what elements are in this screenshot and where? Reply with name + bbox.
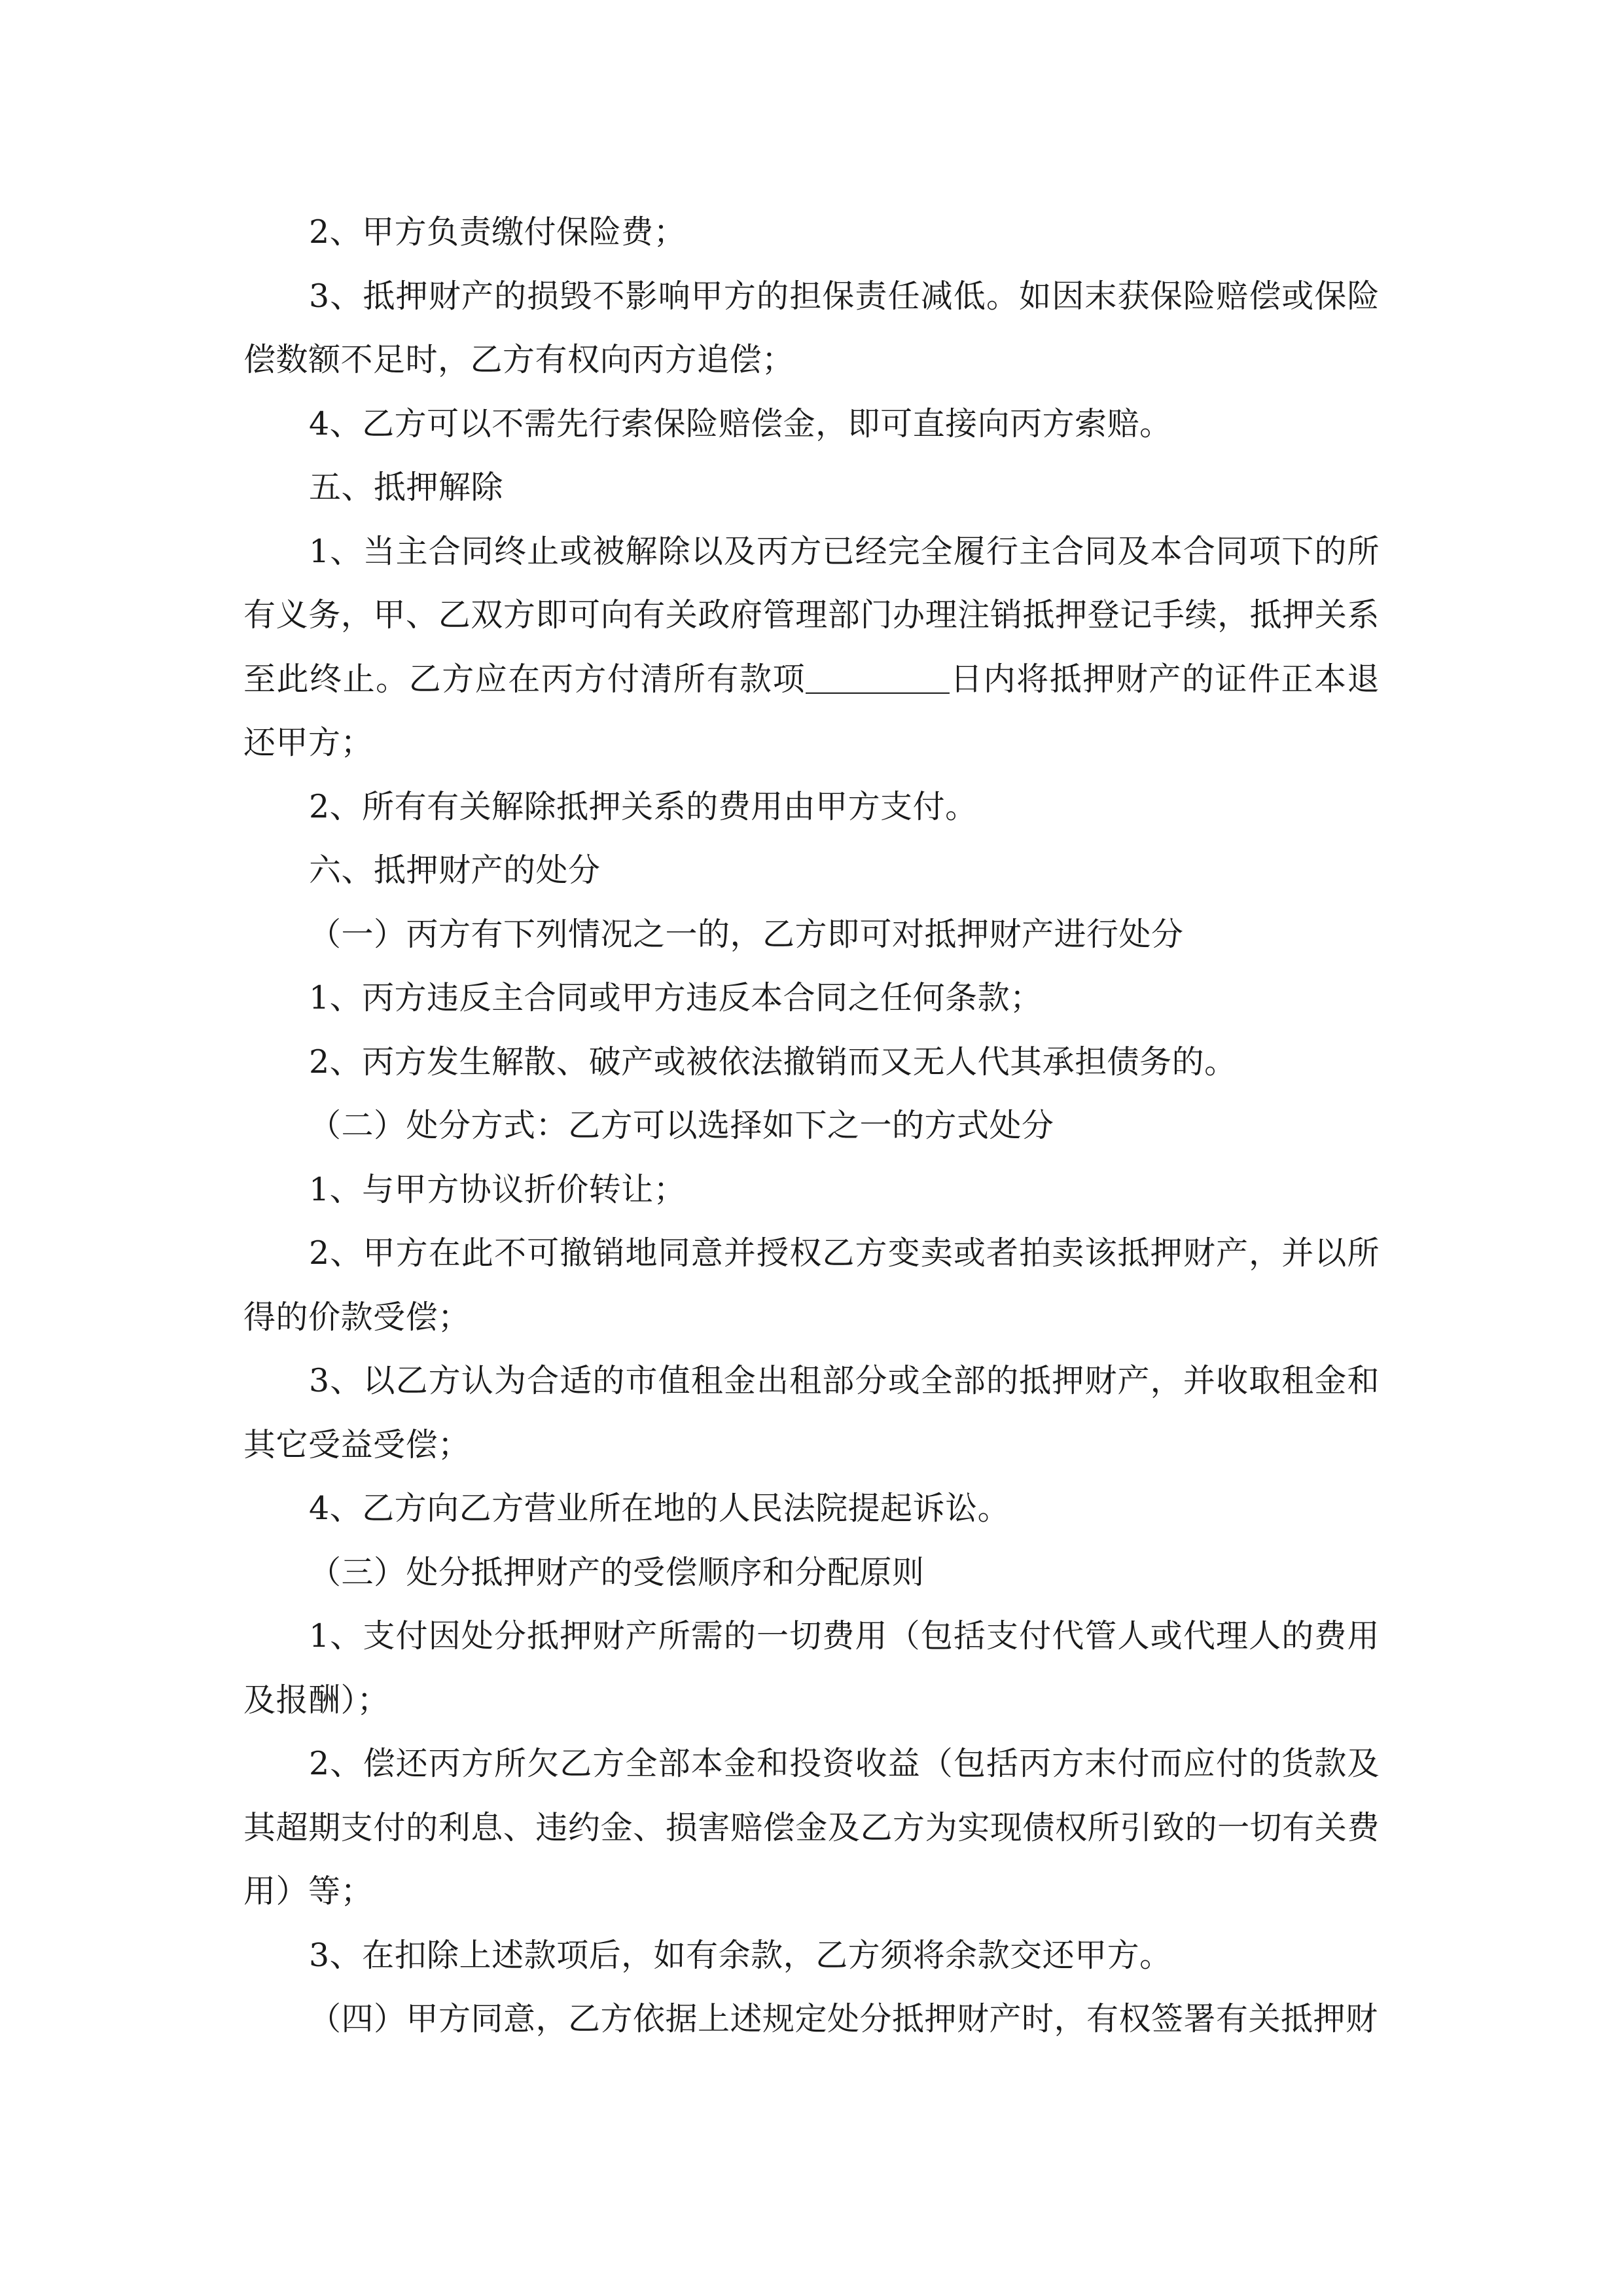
paragraph-damage-liability: 3、抵押财产的损毁不影响甲方的担保责任减低。如因末获保险赔偿或保险偿数额不足时，乙方有权向丙方追偿； xyxy=(243,277,1380,378)
paragraph-principal-repayment: 2、偿还丙方所欠乙方全部本金和投资收益（包括丙方末付而应付的货款及其超期支付的利息、违约金、损害赔偿金及乙方为实现债权所引致的一切有关费用）等； xyxy=(243,1745,1380,1910)
paragraph-release-fees: 2、所有有关解除抵押关系的费用由甲方支付。 xyxy=(309,787,978,825)
paragraph-breach: 1、丙方违反主合同或甲方违反本合同之任何条款； xyxy=(309,979,1043,1016)
paragraph-direct-claim: 4、乙方可以不需先行索保险赔偿金，即可直接向丙方索赔。 xyxy=(309,404,1172,442)
paragraph-surplus-return: 3、在扣除上述款项后，如有余款，乙方须将余款交还甲方。 xyxy=(309,1936,1172,1974)
paragraph-signing-authority: （四）甲方同意，乙方依据上述规定处分抵押财产时，有权签署有关抵押财 xyxy=(309,2000,1378,2037)
section-heading-disposal: 六、抵押财产的处分 xyxy=(309,852,601,889)
paragraph-sale-auction: 2、甲方在此不可撤销地同意并授权乙方变卖或者拍卖该抵押财产，并以所得的价款受偿； xyxy=(243,1234,1380,1336)
fill-in-blank-days[interactable] xyxy=(806,660,950,694)
release-terms-text-end: 日内将抵押财产的证件正本退还甲方； xyxy=(243,660,1380,761)
paragraph-litigation: 4、乙方向乙方营业所在地的人民法院提起诉讼。 xyxy=(309,1490,1010,1527)
subheading-disposal-methods: （二）处分方式：乙方可以选择如下之一的方式处分 xyxy=(309,1107,1054,1144)
paragraph-dissolution: 2、丙方发生解散、破产或被依法撤销而又无人代其承担债务的。 xyxy=(309,1043,1237,1081)
paragraph-disposal-costs: 1、支付因处分抵押财产所需的一切费用（包括支付代管人或代理人的费用及报酬）； xyxy=(243,1617,1380,1719)
paragraph-discount-transfer: 1、与甲方协议折价转让； xyxy=(309,1170,687,1208)
paragraph-insurance-fee: 2、甲方负责缴付保险费； xyxy=(309,213,687,251)
document-body xyxy=(243,200,1380,2051)
subheading-repayment-order: （三）处分抵押财产的受偿顺序和分配原则 xyxy=(309,1553,925,1591)
paragraph-release-terms xyxy=(243,520,1380,775)
paragraph-lease: 3、以乙方认为合适的市值租金出租部分或全部的抵押财产，并收取租金和其它受益受偿； xyxy=(243,1362,1380,1463)
subheading-disposal-conditions: （一）丙方有下列情况之一的，乙方即可对抵押财产进行处分 xyxy=(309,915,1184,953)
section-heading-release: 五、抵押解除 xyxy=(309,469,504,506)
release-terms-text: 1、当主合同终止或被解除以及丙方已经完全履行主合同及本合同项下的所有义务，甲、乙双方即可向有关政府管理部门办理注销抵押登记手续，抵押关系至此终止。乙方应在丙方付清所有款项 xyxy=(243,532,1380,698)
